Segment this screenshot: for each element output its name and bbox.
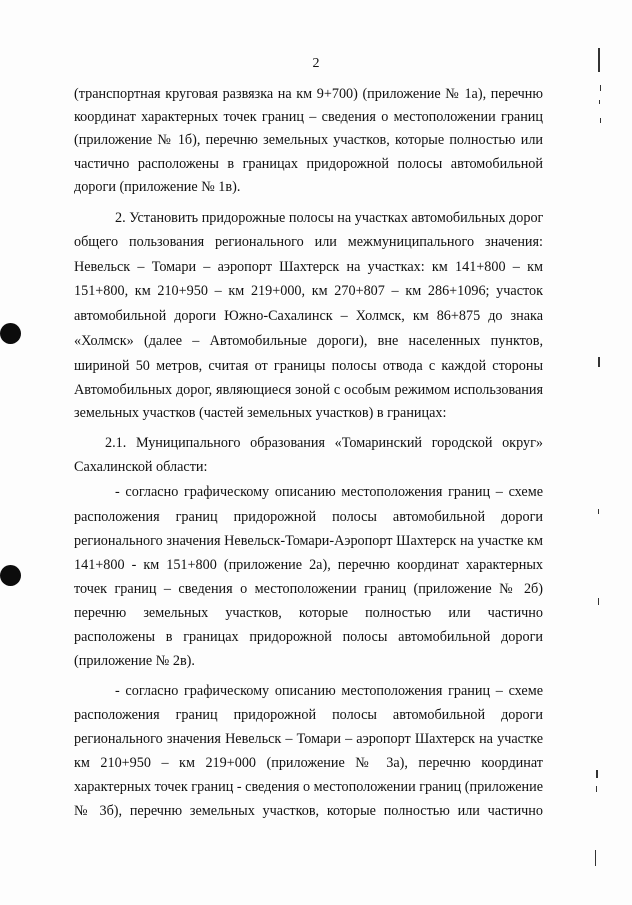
paragraph-first-line: 2. Установить придорожные полосы на участках автомобильных дорог: [115, 210, 543, 226]
text-line: 141+800 - км 151+800 (приложение 2а), перечню координат характерных: [74, 557, 543, 573]
paragraph-first-line: - согласно графическому описанию местоположения границ – схеме: [115, 484, 543, 500]
text-line: частично расположены в границах придорожной полосы автомобильной: [74, 156, 543, 172]
text-line: координат характерных точек границ – сведения о местоположении границ: [74, 109, 543, 125]
text-line: регионального значения Невельск-Томари-Аэропорт Шахтерск на участке км: [74, 533, 543, 549]
text-line: № 3б), перечню земельных участков, которые полностью или частично: [74, 803, 543, 819]
scan-mark: [595, 850, 596, 866]
text-line: характерных точек границ - сведения о местоположении границ (приложение: [74, 779, 543, 795]
text-line: (приложение № 1б), перечню земельных участков, которые полностью или: [74, 132, 543, 148]
scan-mark: [598, 48, 600, 72]
punch-hole: [0, 323, 21, 344]
text-line: земельных участков (частей земельных участков) в границах:: [74, 405, 447, 421]
text-line: общего пользования регионального или межмуниципального значения:: [74, 234, 543, 250]
text-line: «Холмск» (далее – Автомобильные дороги), вне населенных пунктов,: [74, 333, 543, 349]
scan-mark: [600, 118, 601, 123]
scan-mark: [600, 85, 601, 91]
text-line: точек границ – сведения о местоположении границ (приложение № 2б): [74, 581, 543, 597]
text-line: 151+800, км 210+950 – км 219+000, км 270+807 – км 286+1096; участок: [74, 283, 543, 299]
text-line: км 210+950 – км 219+000 (приложение № 3а), перечню координат: [74, 755, 543, 771]
text-line: расположения границ придорожной полосы автомобильной дороги: [74, 707, 543, 723]
page-number: 2: [312, 56, 320, 71]
paragraph-first-line: - согласно графическому описанию местоположения границ – схеме: [115, 683, 543, 699]
text-line: перечню земельных участков, которые полностью или частично: [74, 605, 543, 621]
text-line: Сахалинской области:: [74, 459, 208, 475]
paragraph-first-line: 2.1. Муниципального образования «Томаринский городской округ»: [105, 435, 543, 451]
text-line: автомобильной дороги Южно-Сахалинск – Холмск, км 86+875 до знака: [74, 308, 543, 324]
text-line: расположены в границах придорожной полосы автомобильной дороги: [74, 629, 543, 645]
text-line: регионального значения Невельск – Томари – аэропорт Шахтерск на участке: [74, 731, 543, 747]
scan-mark: [598, 509, 599, 514]
scan-mark: [596, 786, 597, 792]
text-line: дороги (приложение № 1в).: [74, 179, 241, 195]
scan-mark: [596, 770, 598, 778]
text-line: (транспортная круговая развязка на км 9+700) (приложение № 1а), перечню: [74, 86, 543, 102]
text-line: расположения границ придорожной полосы автомобильной дороги: [74, 509, 543, 525]
scan-mark: [598, 357, 600, 367]
text-line: Автомобильных дорог, являющиеся зоной с особым режимом использования: [74, 382, 543, 398]
punch-hole: [0, 565, 21, 586]
text-line: Невельск – Томари – аэропорт Шахтерск на участках: км 141+800 – км: [74, 259, 543, 275]
scan-mark: [598, 598, 599, 605]
scan-mark: [599, 100, 600, 104]
text-line: шириной 50 метров, считая от границы полосы отвода с каждой стороны: [74, 358, 543, 374]
text-line: (приложение № 2в).: [74, 653, 195, 669]
